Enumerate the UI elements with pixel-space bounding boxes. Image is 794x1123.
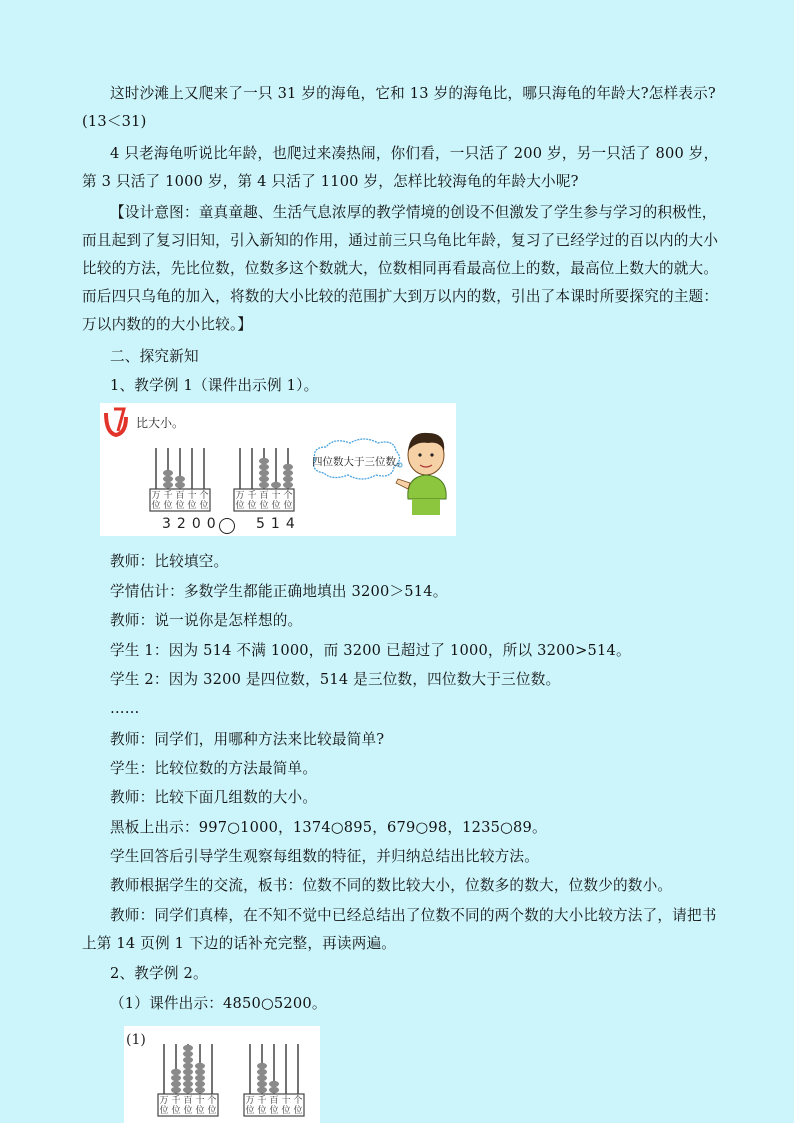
teacher-line: 教师：比较填空。 — [110, 553, 229, 570]
place-label: 十 位 — [187, 491, 197, 511]
example-1-figure — [100, 403, 456, 536]
right-number: 514 — [256, 516, 301, 532]
place-label: 个 位 — [199, 491, 209, 511]
left-number: 3200 — [162, 516, 222, 532]
place-label: 万 位 — [235, 491, 245, 511]
place-label: 万 位 — [245, 1096, 255, 1116]
boy-figure — [396, 433, 446, 515]
example-2-label: (1) — [126, 1032, 146, 1048]
teacher-line: 教师：同学们，用哪种方法来比较最简单? — [110, 731, 385, 748]
student-line: 学生 2：因为 3200 是四位数，514 是三位数，四位数大于三位数。 — [110, 671, 561, 688]
place-label: 万 位 — [159, 1096, 169, 1116]
place-label: 个 位 — [293, 1096, 303, 1116]
paragraph-four-turtles: 4 只老海龟听说比年龄，也爬过来凑热闹，你们看，一只活了 200 岁，另一只活了 800 岁，第 3 只活了 1000 岁，第 4 只活了 1100 岁，怎样比较海龟的年龄大小呢? — [82, 145, 719, 190]
compare-circle — [219, 518, 235, 534]
place-label: 百 位 — [175, 491, 185, 511]
place-label: 千 位 — [247, 491, 257, 511]
ellipsis-line: …… — [110, 700, 140, 717]
section-heading-explore: 二、探究新知 — [110, 348, 199, 365]
bubble-text: 四位数大于三位数。 — [312, 456, 407, 468]
example-2-figure — [124, 1026, 320, 1123]
place-label: 千 位 — [163, 491, 173, 511]
estimate-line: 学情估计：多数学生都能正确地填出 3200＞514。 — [110, 583, 448, 600]
teacher-line: 教师：比较下面几组数的大小。 — [110, 789, 318, 806]
place-label: 千 位 — [257, 1096, 267, 1116]
place-label: 千 位 — [171, 1096, 181, 1116]
student-line: 学生 1：因为 514 不满 1000，而 3200 已超过了 1000，所以 3200>514。 — [110, 642, 631, 659]
paragraph-turtle-31: 这时沙滩上又爬来了一只 31 岁的海龟，它和 13 岁的海龟比，哪只海龟的年龄大?怎样表示?(13＜31) — [82, 85, 716, 130]
blackboard-line: 黑板上出示：997○1000，1374○895，679○98，1235○89。 — [110, 819, 547, 836]
paragraph-design-intent: 【设计意图：童真童趣、生活气息浓厚的教学情境的创设不但激发了学生参与学习的积极性，而且起到了复习旧知，引入新知的作用，通过前三只乌龟比年龄，复习了已经学过的百以内的大小比较的方法，先比位数，位数多这个数就大，位数相同再看最高位上的数，最高位上数大的就大。而后四只乌龟的加入，将数的大小比较的范围扩大到万以内的数，引出了本课时所要探究的主题：万以内数的的大小比较。】 — [82, 204, 719, 333]
place-label: 百 位 — [269, 1096, 279, 1116]
example-badge-icon — [106, 409, 126, 435]
example-1-heading: 1、教学例 1（课件出示例 1）。 — [110, 377, 319, 394]
example-2-sub-heading: （1）课件出示：4850○5200。 — [110, 995, 327, 1012]
place-label: 万 位 — [151, 491, 161, 511]
place-label: 十 位 — [281, 1096, 291, 1116]
place-label: 十 位 — [195, 1096, 205, 1116]
place-label: 百 位 — [259, 491, 269, 511]
place-label: 百 位 — [183, 1096, 193, 1116]
abacus-left-places — [150, 491, 210, 511]
guide-line: 学生回答后引导学生观察每组数的特征，并归纳总结出比较方法。 — [110, 848, 540, 865]
example-1-title: 比大小。 — [136, 416, 185, 430]
place-label: 个 位 — [207, 1096, 217, 1116]
example-2-heading: 2、教学例 2。 — [110, 965, 208, 982]
abacus-right-places — [234, 491, 294, 511]
board-writing-line: 教师根据学生的交流，板书：位数不同的数比较大小，位数多的数大，位数少的数小。 — [110, 877, 673, 894]
abacus-4850-places — [158, 1096, 218, 1116]
place-label: 十 位 — [271, 491, 281, 511]
teacher-line: 教师：同学们真棒，在不知不觉中已经总结出了位数不同的两个数的大小比较方法了，请把书上第 14 页例 1 下边的话补充完整，再读两遍。 — [82, 907, 717, 952]
teacher-line: 教师：说一说你是怎样想的。 — [110, 612, 303, 629]
abacus-5200-places — [244, 1096, 304, 1116]
place-label: 个 位 — [283, 491, 293, 511]
student-line: 学生：比较位数的方法最简单。 — [110, 760, 318, 777]
